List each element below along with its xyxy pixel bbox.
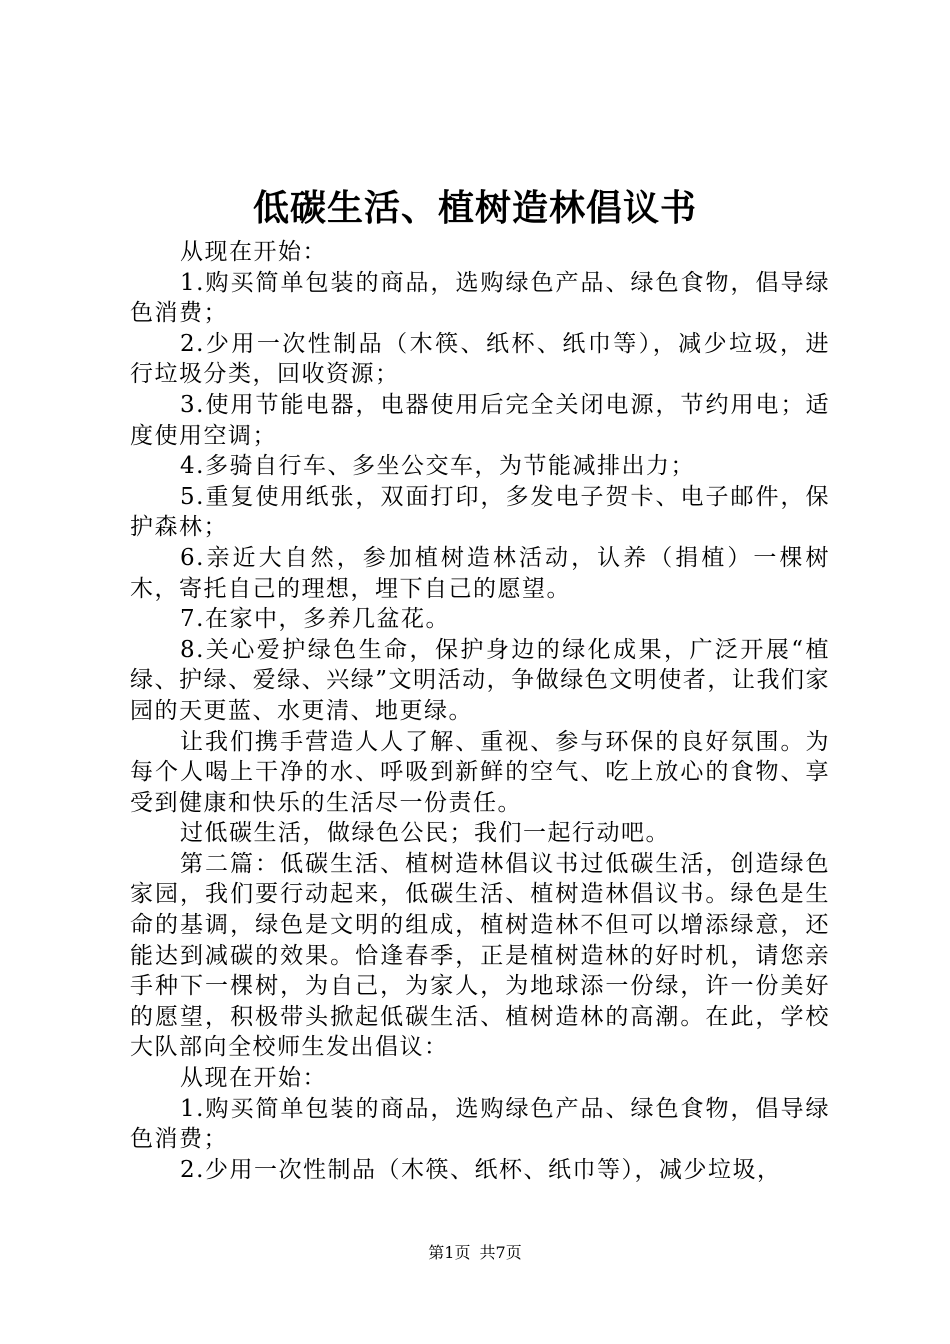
paragraph: 第二篇：低碳生活、植树造林倡议书过低碳生活，创造绿色家园，我们要行动起来，低碳生活、植树造林倡议书。绿色是生命的基调，绿色是文明的组成，植树造林不但可以增添绿意，还能达到减碳的效果。恰逢春季，正是植树造林的好时机，请您亲手种下一棵树，为自己，为家人，为地球添一份绿，许一份美好的愿望，积极带头掀起低碳生活、植树造林的高潮。在此，学校大队部向全校师生发出倡议： (130, 850, 830, 1061)
paragraph: 1.购买简单包装的商品，选购绿色产品、绿色食物，倡导绿色消费； (130, 1095, 830, 1153)
document-title: 低碳生活、植树造林倡议书 (252, 187, 697, 229)
paragraph: 2.少用一次性制品（木筷、纸杯、纸巾等），减少垃圾，进行垃圾分类，回收资源； (130, 330, 830, 388)
page-footer (0, 1242, 950, 1264)
paragraph: 过低碳生活，做绿色公民；我们一起行动吧。 (180, 820, 670, 847)
document-body (130, 237, 830, 1185)
paragraph: 3.使用节能电器，电器使用后完全关闭电源，节约用电；适度使用空调； (130, 391, 830, 449)
paragraph: 8.关心爱护绿色生命，保护身边的绿化成果，广泛开展“植绿、护绿、爱绿、兴绿”文明活动，争做绿色文明使者，让我们家园的天更蓝、水更清、地更绿。 (130, 636, 830, 724)
paragraph: 6.亲近大自然，参加植树造林活动，认养（捐植）一棵树木，寄托自己的理想，埋下自己的愿望。 (130, 544, 830, 602)
paragraph: 4.多骑自行车、多坐公交车，为节能减排出力； (180, 453, 695, 480)
paragraph: 从现在开始： (180, 239, 327, 265)
paragraph: 7.在家中，多养几盆花。 (180, 606, 450, 633)
page-number: 第1页 (428, 1243, 471, 1262)
paragraph: 1.购买简单包装的商品，选购绿色产品、绿色食物，倡导绿色消费； (130, 269, 830, 327)
paragraph: 2.少用一次性制品（木筷、纸杯、纸巾等），减少垃圾， (180, 1156, 782, 1183)
paragraph: 从现在开始： (180, 1065, 327, 1092)
paragraph: 让我们携手营造人人了解、重视、参与环保的良好氛围。为每个人喝上干净的水、呼吸到新鲜的空气、吃上放心的食物、享受到健康和快乐的生活尽一份责任。 (130, 728, 830, 816)
page-total: 共7页 (479, 1243, 522, 1262)
paragraph: 5.重复使用纸张，双面打印，多发电子贺卡、电子邮件，保护森林； (130, 483, 830, 541)
